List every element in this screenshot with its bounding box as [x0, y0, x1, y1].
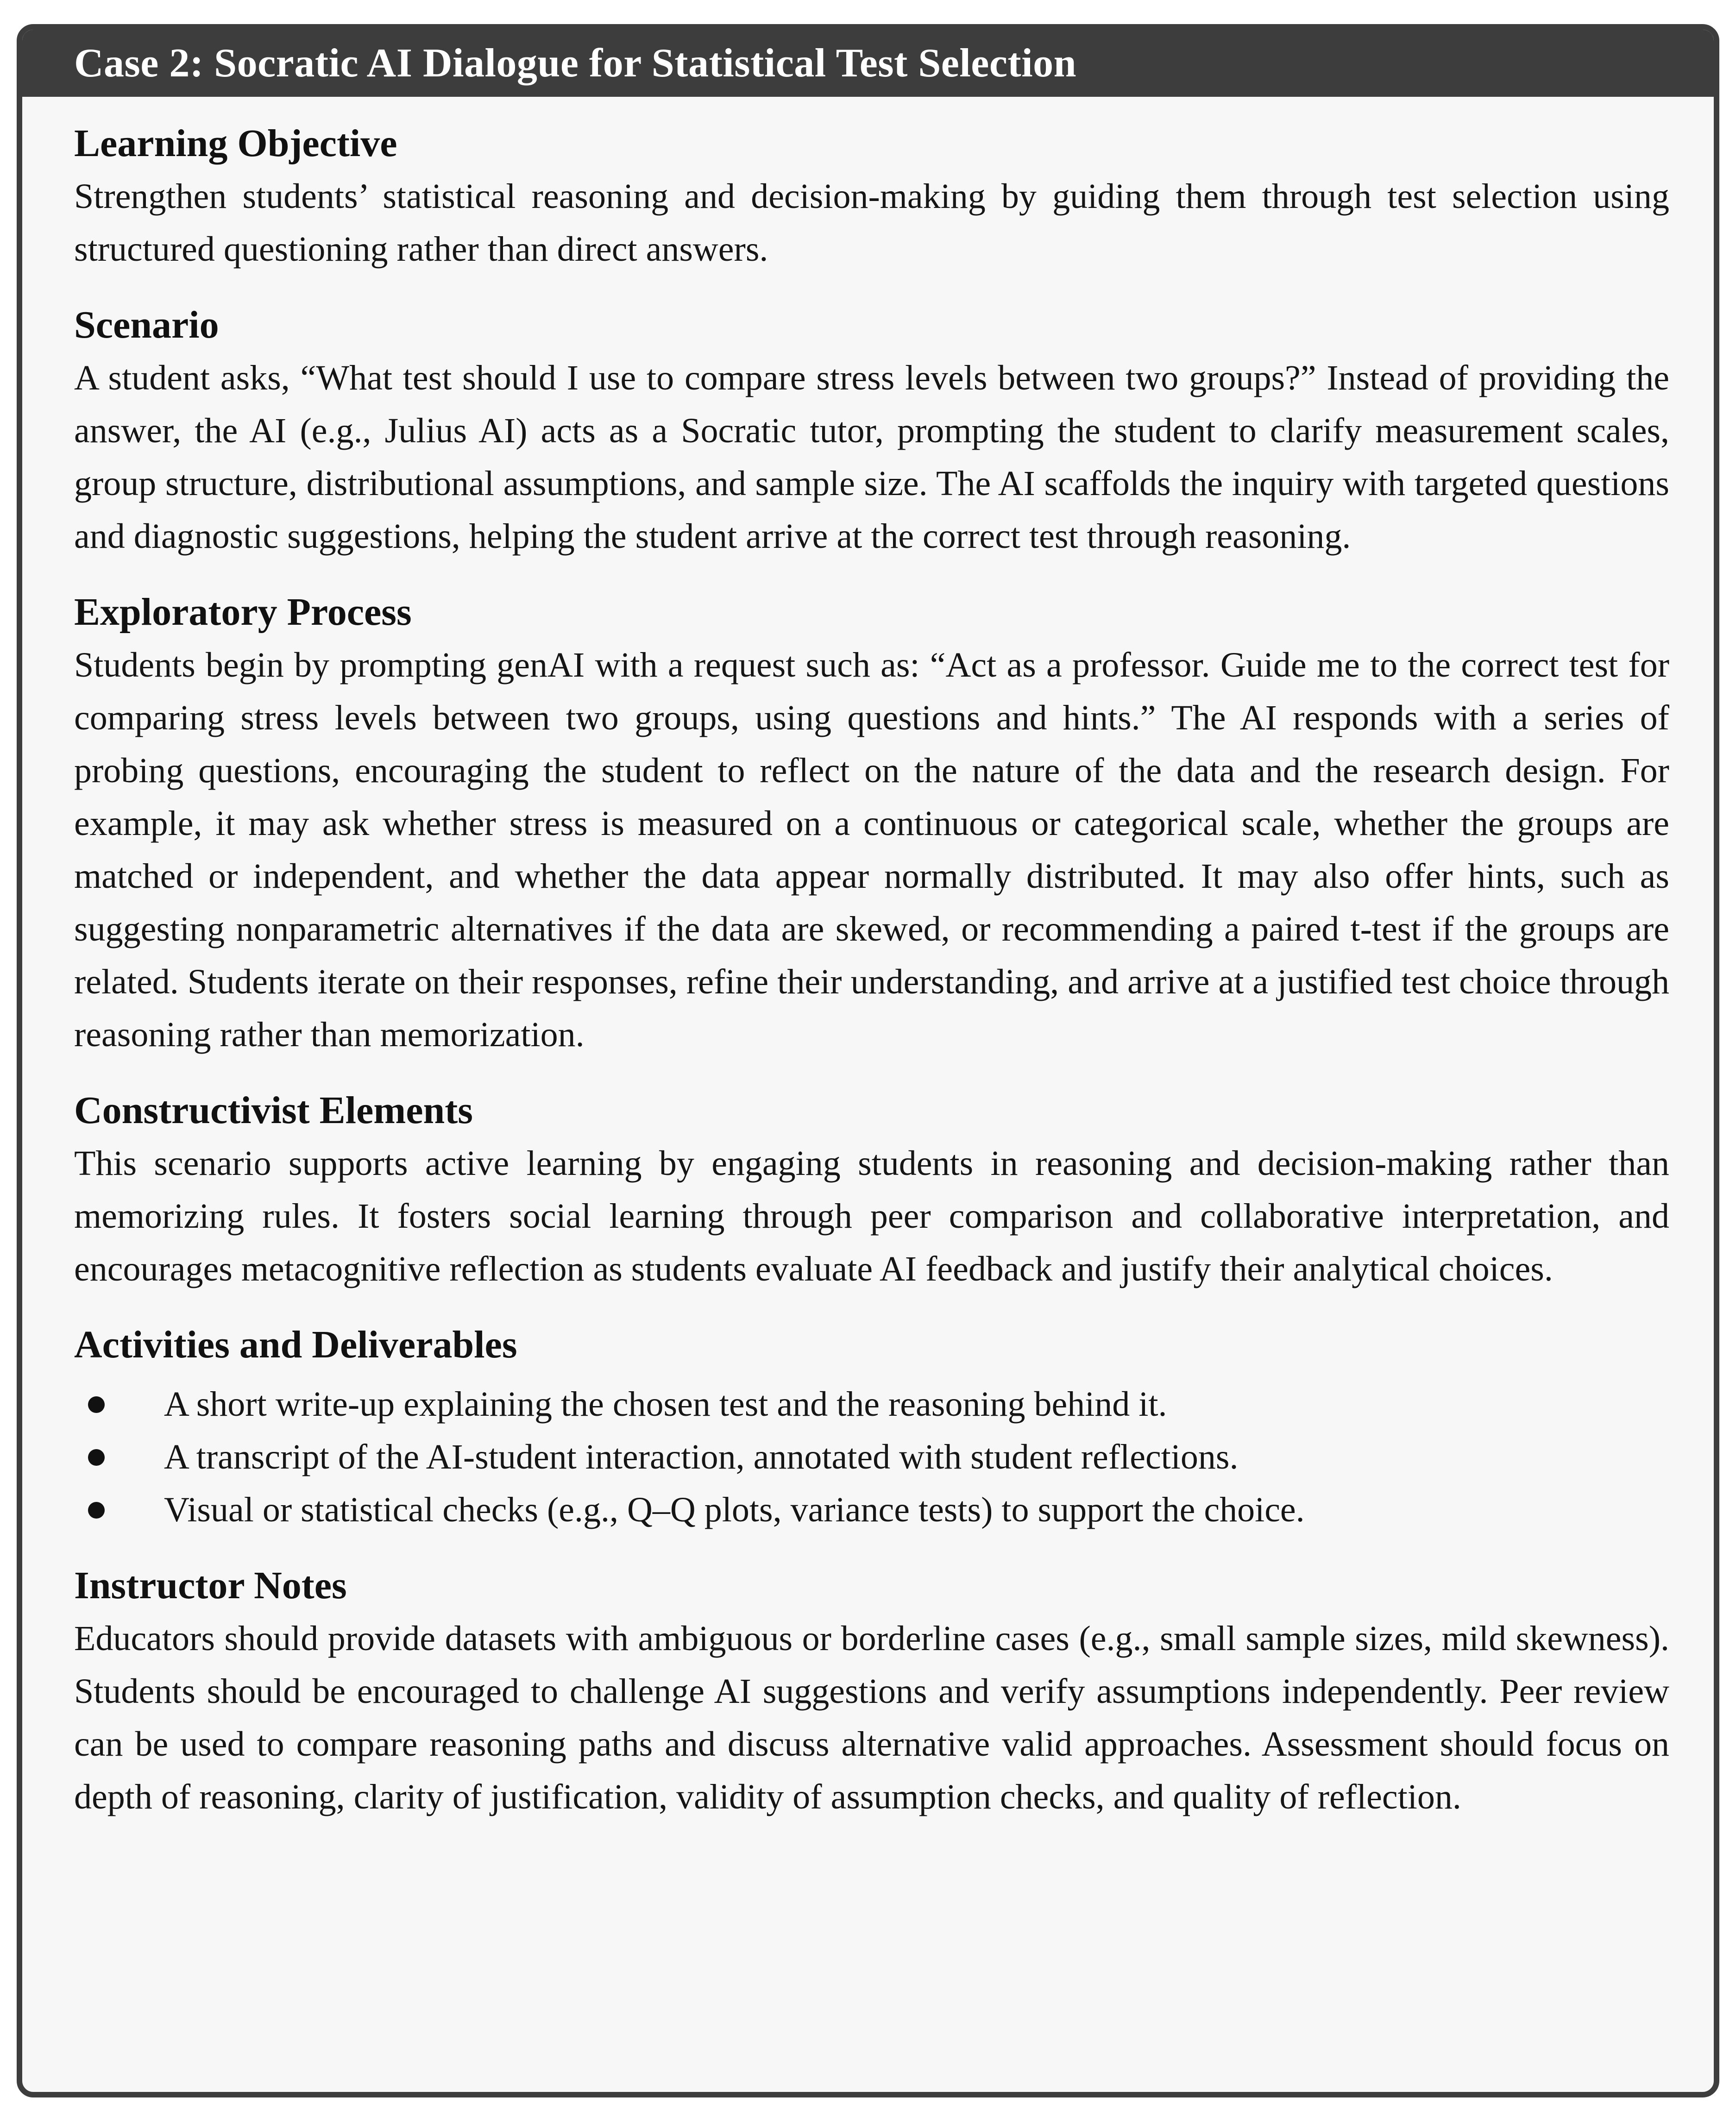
section-body: Educators should provide datasets with ambiguous or borderline cases (e.g., small sample sizes, mild skewness). Students should be encouraged to challenge AI suggestions and verify assumptions independently. Peer review can be used to compare reasoning paths and discuss alternative valid approaches. Assessment should focus on depth of reasoning, clarity of justification, validity of assumption checks, and quality of reflection.: [74, 1619, 1669, 1816]
section-exploratory-process: [74, 586, 1669, 1061]
bullet-icon: [88, 1449, 105, 1466]
section-constructivist-elements: [74, 1084, 1669, 1295]
bullet-icon: [88, 1396, 105, 1413]
section-instructor-notes: [74, 1559, 1669, 1823]
section-body: A student asks, “What test should I use to compare stress levels between two groups?” Instead of providing the answer, the AI (e.g., Julius AI) acts as a Socratic tutor, prompting the student to clarify measurement scales, group structure, distributional assumptions, and sample size. The AI scaffolds the inquiry with targeted questions and diagnostic suggestions, helping the student arrive at the correct test through reasoning.: [74, 358, 1669, 556]
case-title-bar: [22, 30, 1714, 97]
section-body: Strengthen students’ statistical reasoning and decision-making by guiding them through test selection using structured questioning rather than direct answers.: [74, 177, 1669, 269]
section-heading: Scenario: [74, 303, 219, 346]
section-heading: Instructor Notes: [74, 1564, 347, 1607]
case-body: [22, 97, 1714, 1823]
list-item: [74, 1431, 1669, 1483]
section-body: Students begin by prompting genAI with a request such as: “Act as a professor. Guide me to the correct test for comparing stress levels between two groups, using questions and hints.” The AI responds with a series of probing questions, encouraging the student to reflect on the nature of the data and the research design. For example, it may ask whether stress is measured on a continuous or categorical scale, whether the groups are matched or independent, and whether the data appear normally distributed. It may also offer hints, such as suggesting nonparametric alternatives if the data are skewed, or recommending a paired t-test if the groups are related. Students iterate on their responses, refine their understanding, and arrive at a justified test choice through reasoning rather than memorization.: [74, 646, 1669, 1054]
section-body: This scenario supports active learning by engaging students in reasoning and decision-making rather than memorizing rules. It fosters social learning through peer comparison and collaborative interpretation, and encourages metacognitive reflection as students evaluate AI feedback and justify their analytical choices.: [74, 1144, 1669, 1288]
section-heading: Activities and Deliverables: [74, 1323, 517, 1366]
deliverables-list: [74, 1378, 1669, 1536]
section-learning-objective: [74, 117, 1669, 276]
section-heading: Exploratory Process: [74, 590, 412, 634]
section-heading: Learning Objective: [74, 122, 397, 165]
list-item-text: A transcript of the AI-student interaction, annotated with student reflections.: [164, 1438, 1239, 1476]
case-box: [17, 24, 1719, 2097]
section-activities-and-deliverables: [74, 1319, 1669, 1536]
list-item-text: Visual or statistical checks (e.g., Q–Q plots, variance tests) to support the choice.: [164, 1490, 1305, 1529]
section-scenario: [74, 299, 1669, 563]
list-item-text: A short write-up explaining the chosen test and the reasoning behind it.: [164, 1385, 1167, 1424]
case-title: Case 2: Socratic AI Dialogue for Statistical Test Selection: [74, 40, 1077, 86]
list-item: [74, 1378, 1669, 1431]
bullet-icon: [88, 1502, 105, 1519]
section-heading: Constructivist Elements: [74, 1089, 473, 1132]
list-item: [74, 1483, 1669, 1536]
